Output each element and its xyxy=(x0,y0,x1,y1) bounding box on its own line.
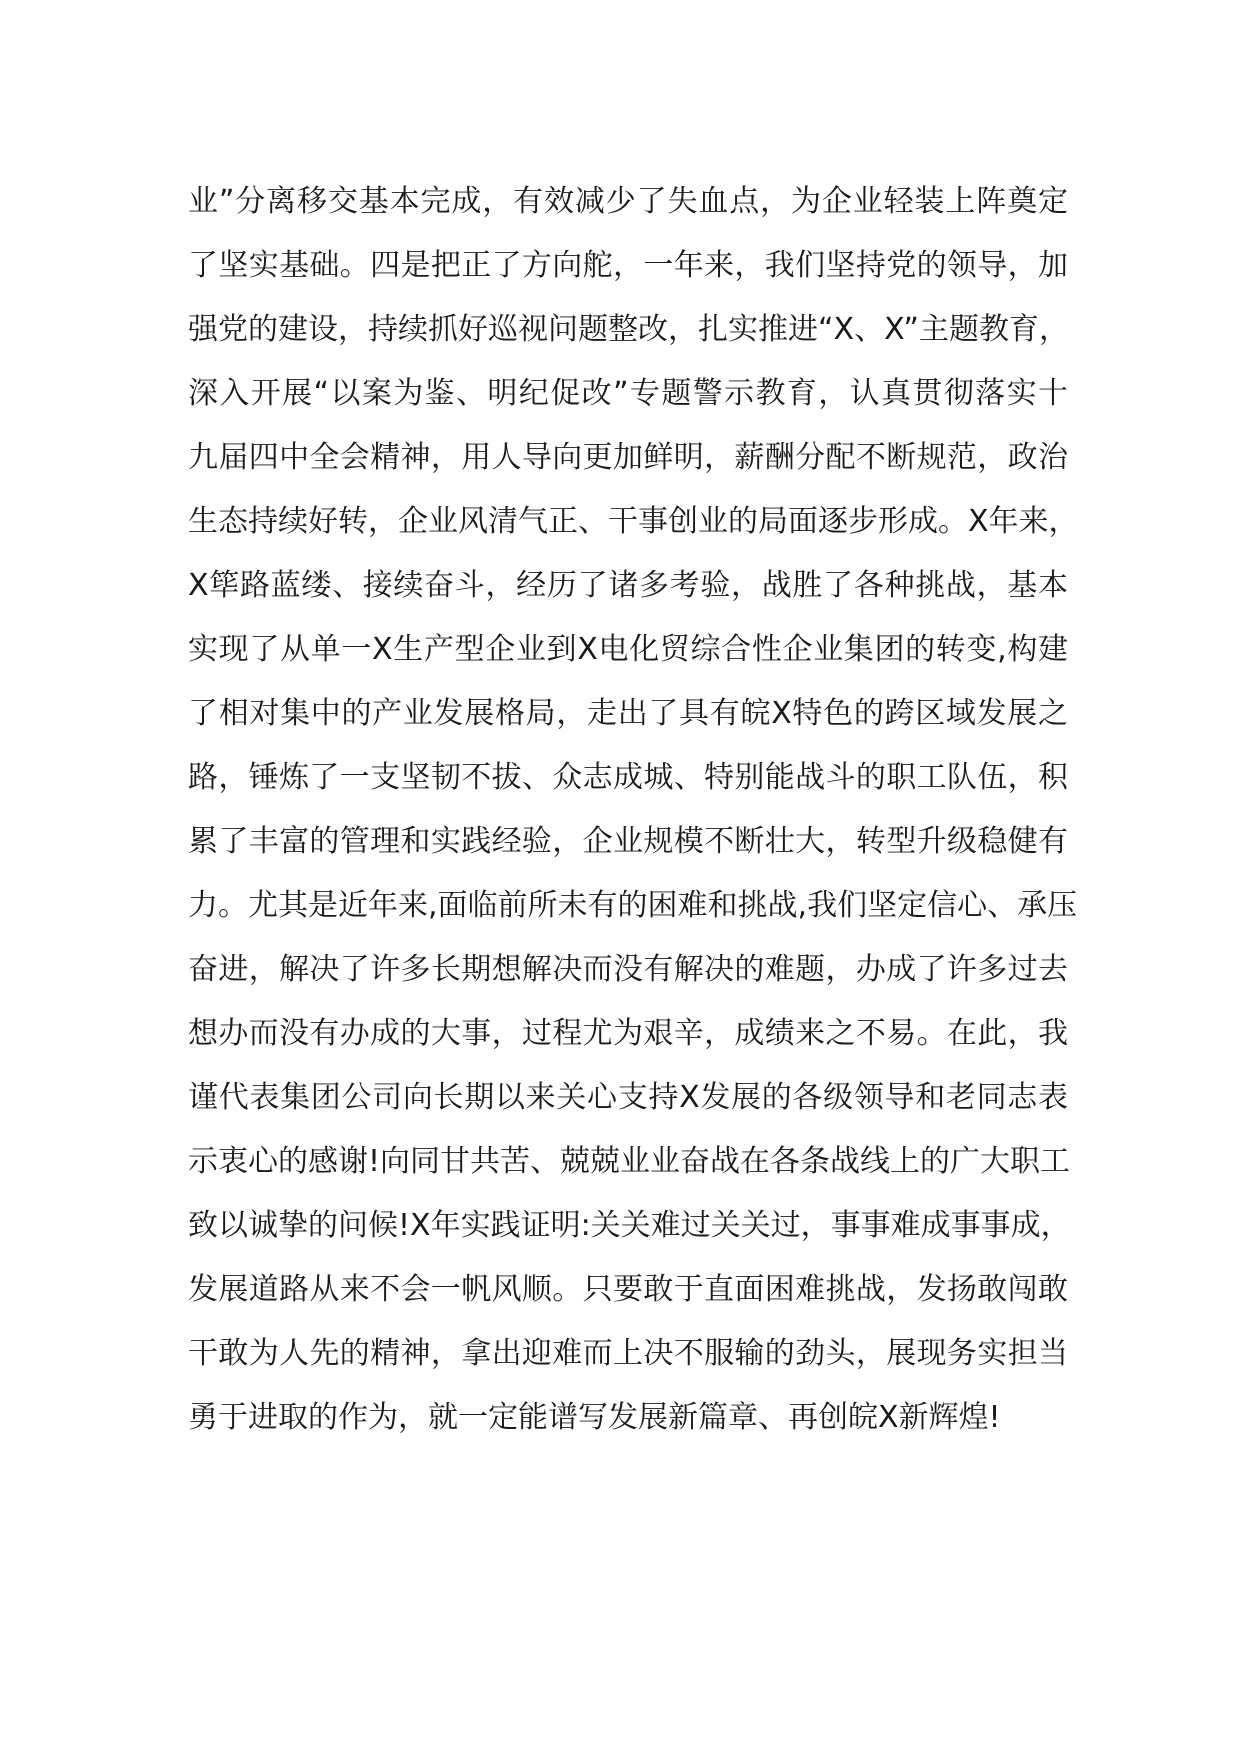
text-line: 想办而没有办成的大事，过程尤为艰辛，成绩来之不易。在此，我 xyxy=(188,1016,1068,1051)
text-line: 奋进，解决了许多长期想解决而没有解决的难题，办成了许多过去 xyxy=(188,952,1068,987)
text-line: 强党的建设，持续抓好巡视问题整改，扎实推进“X、X”主题教育， xyxy=(188,312,1069,347)
text-line: 了坚实基础。四是把正了方向舵，一年来，我们坚持党的领导，加 xyxy=(188,248,1068,283)
text-line: 生态持续好转，企业风清气正、干事创业的局面逐步形成。X年来， xyxy=(188,504,1079,539)
text-line: 业”分离移交基本完成，有效减少了失血点，为企业轻装上阵奠定 xyxy=(188,184,1068,219)
text-line: 谨代表集团公司向长期以来关心支持X发展的各级领导和老同志表 xyxy=(188,1080,1068,1115)
text-line: 发展道路从来不会一帆风顺。只要敢于直面困难挑战，发扬敢闯敢 xyxy=(188,1272,1068,1307)
text-line: 勇于进取的作为，就一定能谱写发展新篇章、再创皖X新辉煌! xyxy=(188,1400,1001,1435)
text-line: 示衷心的感谢!向同甘共苦、兢兢业业奋战在各条战线上的广大职工 xyxy=(188,1144,1071,1179)
body-paragraph xyxy=(188,170,1079,1450)
text-line: 了相对集中的产业发展格局，走出了具有皖X特色的跨区域发展之 xyxy=(188,696,1068,731)
text-line: 实现了从单一X生产型企业到X电化贸综合性企业集团的转变,构建 xyxy=(188,632,1068,667)
text-line: X筚路蓝缕、接续奋斗，经历了诸多考验，战胜了各种挑战，基本 xyxy=(188,568,1068,603)
text-line: 累了丰富的管理和实践经验，企业规模不断壮大，转型升级稳健有 xyxy=(188,824,1068,859)
text-line: 深入开展“以案为鉴、明纪促改”专题警示教育，认真贯彻落实十 xyxy=(188,376,1068,411)
text-line: 九届四中全会精神，用人导向更加鲜明，薪酬分配不断规范，政治 xyxy=(188,440,1068,475)
text-line: 致以诚挚的问候!X年实践证明:关关难过关关过，事事难成事事成， xyxy=(188,1208,1071,1243)
text-line: 干敢为人先的精神，拿出迎难而上决不服输的劲头，展现务实担当 xyxy=(188,1336,1068,1371)
text-line: 路，锤炼了一支坚韧不拔、众志成城、特别能战斗的职工队伍，积 xyxy=(188,760,1068,795)
text-line: 力。尤其是近年来,面临前所未有的困难和挑战,我们坚定信心、承压 xyxy=(188,888,1078,923)
